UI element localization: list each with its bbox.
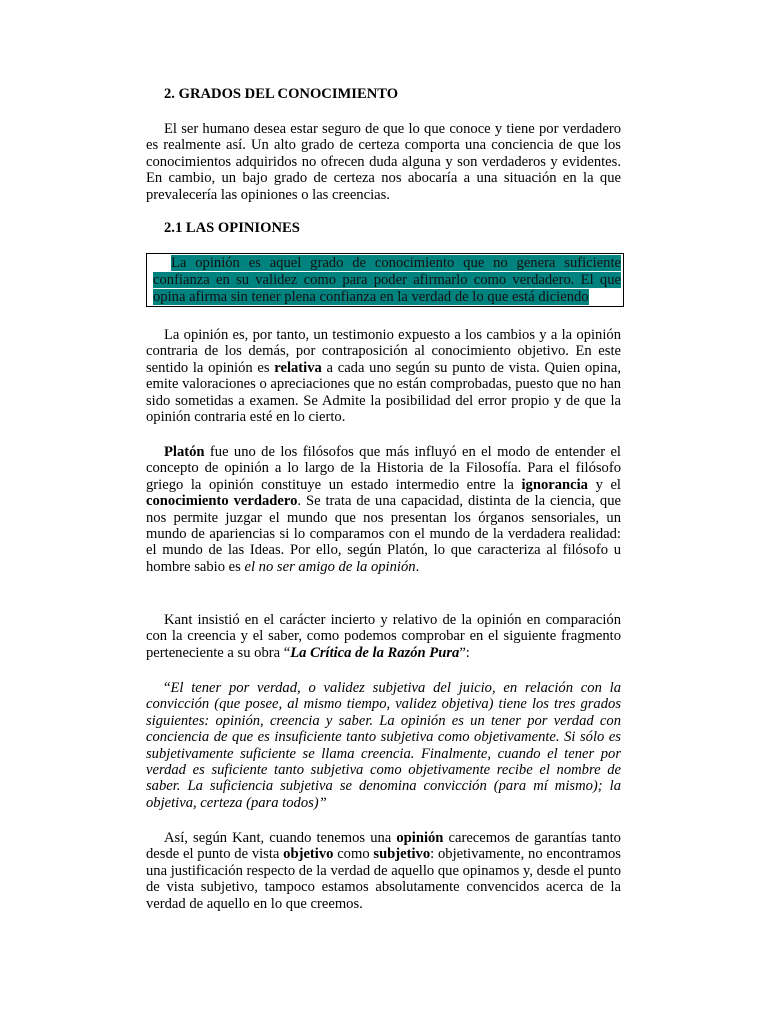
section-heading: 2. GRADOS DEL CONOCIMIENTO [164, 86, 399, 102]
kant-quote-text: El tener por verdad, o validez subjetiva del juicio, en relación con la convicción (que posee, al mismo tiempo, validez objetiva) tiene los tres grados siguientes: opinión, creencia y saber. La opinión es un tener por verdad con conciencia de que es insuficiente tanto subjetiva como objetivamente. Si sólo es subjetivamente suficiente se llama creencia. Finalmente, cuando el tener por verdad es suficiente tanto subjetiva como objetivamente recibe el nombre de saber. La suficiencia subjetiva se denomina convicción (para mí mismo); la objetiva, certeza (para todos)” [146, 680, 621, 811]
paragraph-kant-intro: Kant insistió en el carácter incierto y relativo de la opinión en comparación con la creencia y el saber, como podemos comprobar en el siguiente fragmento perteneciente a su obra “La Crítica de la Razón Pura”: [146, 612, 621, 661]
intro-paragraph: El ser humano desea estar seguro de que lo que conoce y tiene por verdadero es realmente así. Un alto grado de certeza comporta una conciencia de que los conocimientos adquiridos no ofrecen duda alguna y son verdaderos y evidentes. En cambio, un bajo grado de certeza nos abocaría a una situación en la que prevalecería las opiniones o las creencias. [146, 121, 621, 203]
term-objetivo: objetivo [283, 846, 334, 863]
definition-text: La opinión es aquel grado de conocimiento que no genera suficiente confianza en su validez como para poder afirmarlo como verdadero. El que opina afirma sin tener plena confianza en la verdad de lo que está diciendo [153, 255, 621, 305]
book-title: La Crítica de la Razón Pura [290, 644, 460, 661]
term-subjetivo: subjetivo [373, 846, 431, 863]
term-relativa: relativa [274, 359, 322, 376]
definition-box [146, 253, 624, 307]
term-ignorancia: ignorancia [521, 476, 588, 493]
subheading-opiniones: 2.1 LAS OPINIONES [164, 220, 300, 236]
term-opinion: opinión [396, 830, 444, 846]
paragraph-kant-conclusion: Así, según Kant, cuando tenemos una opinión carecemos de garantías tanto desde el punto de vista objetivo como subjetivo: objetivamente, no encontramos una justificación respecto de la verdad de aquello que opinamos y, desde el punto de vista subjetivo, tampoco estamos absolutamente convencidos acerca de la verdad de aquello en lo que creemos. [146, 830, 621, 912]
phrase-no-ser-amigo: el no ser amigo de la opinión [244, 558, 416, 575]
kant-quote: “El tener por verdad, o validez subjetiva del juicio, en relación con la convicción (que posee, al mismo tiempo, validez objetiva) tiene los tres grados siguientes: opinión, creencia y saber. La opinión es un tener por verdad con conciencia de que es insuficiente tanto subjetiva como objetivamente. Si sólo es subjetivamente suficiente se llama creencia. Finalmente, cuando el tener por verdad es suficiente tanto subjetiva como objetivamente recibe el nombre de saber. La suficiencia subjetiva se denomina convicción (para mí mismo); la objetiva, certeza (para todos)” [146, 680, 621, 811]
paragraph-platon: Platón fue uno de los filósofos que más influyó en el modo de entender el concepto de opinión a lo largo de la Historia de la Filosofía. Para el filósofo griego la opinión constituye un estado intermedio entre la ignorancia y el conocimiento verdadero. Se trata de una capacidad, distinta de la ciencia, que nos permite juzgar el mundo que nos presentan los órganos sensoriales, un mundo de apariencias si lo comparamos con el mundo de la verdadera realidad: el mundo de las Ideas. Por ello, según Platón, lo que caracteriza al filósofo u hombre sabio es el no ser amigo de la opinión. [146, 444, 621, 575]
term-platon: Platón [164, 444, 205, 460]
term-conocimiento-verdadero: conocimiento verdadero [146, 493, 298, 510]
paragraph-opinion-relativa: La opinión es, por tanto, un testimonio expuesto a los cambios y a la opinión contraria de los demás, por contraposición al conocimiento objetivo. En este sentido la opinión es relativa a cada uno según su punto de vista. Quien opina, emite valoraciones o apreciaciones que no están comprobadas, puesto que no han sido sometidas a examen. Se Admite la posibilidad del error propio y de que la opinión contraria esté en lo cierto. [146, 327, 621, 426]
